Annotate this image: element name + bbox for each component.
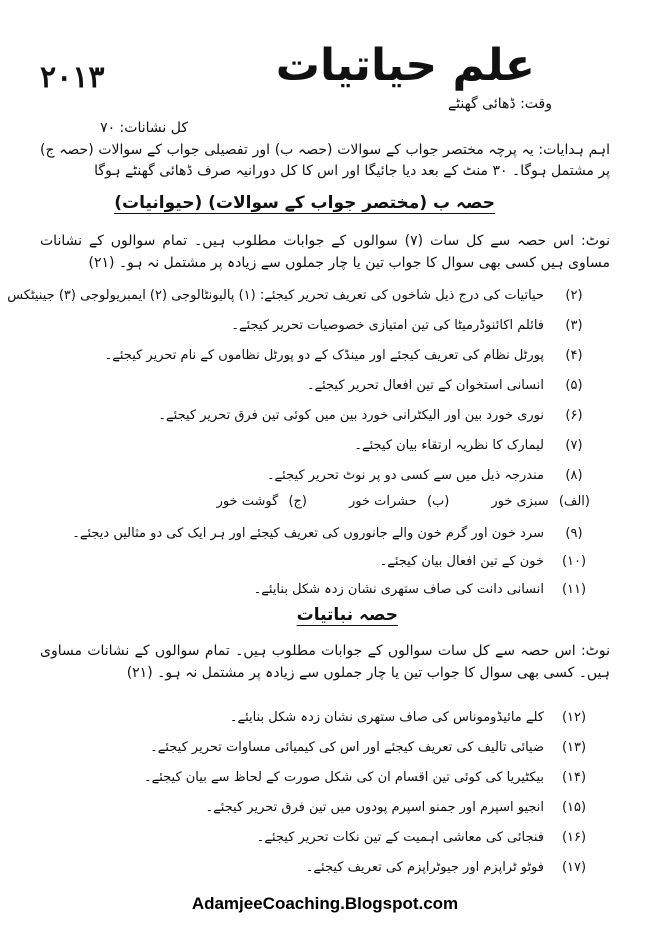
section-heading-botany: حصہ نباتیات — [296, 605, 398, 625]
question-2 — [7, 284, 590, 306]
question-text: فائلم اکائنوڈرمیٹا کی تین امتیازی خصوصیات تحریر کیجئے۔ — [231, 317, 544, 333]
question-text: حیاتیات کی درج ذیل شاخوں کی تعریف تحریر کیجئے: (۱) پالیونٹالوجی (۲) ایمبریولوجی (۳) جینیٹکس — [7, 287, 544, 303]
question-number: (۱۵) — [561, 799, 587, 815]
question-number: (۵) — [565, 377, 583, 393]
time-allowed: وقت: ڈھائی گھنٹے — [447, 96, 552, 112]
question-9 — [50, 522, 590, 544]
question-number: (۸) — [565, 467, 583, 483]
question-text: کلے مائیڈوموناس کی صاف ستھری نشان زدہ شکل بنایئے۔ — [229, 709, 544, 725]
question-10 — [50, 550, 590, 572]
page-title: علم حیاتیات — [275, 40, 535, 91]
question-number: (۷) — [565, 437, 583, 453]
option-a — [485, 494, 590, 509]
question-text: ضیائی تالیف کی تعریف کیجئے اور اس کی کیمیائی مساوات تحریر کیجئے۔ — [150, 739, 544, 755]
option-label: (ج) — [288, 494, 307, 509]
question-text: پورٹل نظام کی تعریف کیجئے اور مینڈک کے دو پورٹل نظاموں کے نام تحریر کیجئے۔ — [104, 347, 544, 363]
question-number: (۱۰) — [561, 553, 587, 569]
question-4 — [50, 344, 590, 366]
question-text: لیمارک کا نظریہ ارتقاء بیان کیجئے۔ — [354, 437, 544, 453]
question-number: (۴) — [565, 347, 583, 363]
question-text: نوری خورد بین اور الیکٹرانی خورد بین میں کوئی تین فرق تحریر کیجئے۔ — [158, 407, 544, 423]
question-text: انسانی دانت کی صاف ستھری نشان زدہ شکل بنایئے۔ — [253, 581, 544, 597]
option-label: (الف) — [558, 494, 590, 509]
question-text: سرد خون اور گرم خون والے جانوروں کی تعریف کیجئے اور ہر ایک کی دو مثالیں دیجئے۔ — [72, 525, 544, 541]
exam-year: ۲۰۱۳ — [40, 60, 105, 95]
question-number: (۱۷) — [561, 859, 587, 875]
question-number: (۳) — [565, 317, 583, 333]
footer-watermark: AdamjeeCoaching.Blogspot.com — [191, 894, 459, 913]
question-text: فنجائی کی معاشی اہمیت کے تین نکات تحریر کیجئے۔ — [256, 829, 544, 845]
question-text: خون کے تین افعال بیان کیجئے۔ — [379, 553, 544, 569]
option-b — [343, 494, 449, 509]
question-number: (۱۱) — [561, 581, 587, 597]
question-17 — [50, 856, 590, 878]
question-number: (۹) — [565, 525, 583, 541]
question-7 — [50, 434, 590, 456]
question-number: (۱۳) — [561, 739, 587, 755]
question-text: بیکٹیریا کی کوئی تین اقسام ان کی شکل صورت کے لحاظ سے بیان کیجئے۔ — [143, 769, 544, 785]
option-text: گوشت خور — [216, 494, 279, 509]
question-5 — [50, 374, 590, 396]
option-label: (ب) — [426, 494, 450, 509]
question-text: انجیو اسپرم اور جمنو اسپرم پودوں میں تین فرق تحریر کیجئے۔ — [205, 799, 544, 815]
question-number: (۱۴) — [561, 769, 587, 785]
question-14 — [50, 766, 590, 788]
question-15 — [50, 796, 590, 818]
question-8 — [50, 464, 590, 486]
instructions: اہم ہدایات: یہ پرچہ مختصر جواب کے سوالات (حصہ ب) اور تفصیلی جواب کے سوالات (حصہ ج) پر مشتمل ہوگا۔ ۳۰ منٹ کے بعد دیا جائیگا اور اس کا کل دورانیہ صرف ڈھائی گھنٹے ہوگا — [40, 142, 610, 179]
question-number: (۶) — [565, 407, 583, 423]
note-botany: نوٹ: اس حصہ سے کل سات سوالوں کے جوابات مطلوب ہیں۔ تمام سوالوں کے نشانات مساوی ہیں۔ کسی بھی سوال کا جواب تین یا چار جملوں سے زیادہ پر مشتمل نہ ہو۔ (۲۱) — [40, 643, 610, 681]
question-13 — [50, 736, 590, 758]
question-11 — [50, 578, 590, 600]
option-text: حشرات خور — [348, 494, 417, 509]
question-6 — [50, 404, 590, 426]
option-text: سبزی خور — [491, 494, 549, 509]
question-number: (۱۶) — [561, 829, 587, 845]
question-text: مندرجہ ذیل میں سے کسی دو پر نوٹ تحریر کیجئے۔ — [266, 467, 544, 483]
question-8-options — [90, 494, 590, 509]
question-text: فوٹو ٹراپزم اور جیوٹراپزم کی تعریف کیجئے۔ — [305, 859, 544, 875]
total-marks: کل نشانات: ۷۰ — [100, 120, 188, 136]
question-3 — [50, 314, 590, 336]
option-c — [211, 494, 307, 509]
question-16 — [50, 826, 590, 848]
question-number: (۲) — [565, 287, 583, 303]
question-text: انسانی استخوان کے تین افعال تحریر کیجئے۔ — [306, 377, 544, 393]
question-12 — [50, 706, 590, 728]
question-number: (۱۲) — [561, 709, 587, 725]
section-heading-zoology: حصہ ب (مختصر جواب کے سوالات) (حیوانیات) — [114, 193, 495, 213]
note-zoology: نوٹ: اس حصہ سے کل سات (۷) سوالوں کے جوابات مطلوب ہیں۔ تمام سوالوں کے نشانات مساوی ہیں کسی بھی سوال کا جواب تین یا چار جملوں سے زیادہ پر مشتمل نہ ہو۔ (۲۱) — [40, 233, 611, 271]
